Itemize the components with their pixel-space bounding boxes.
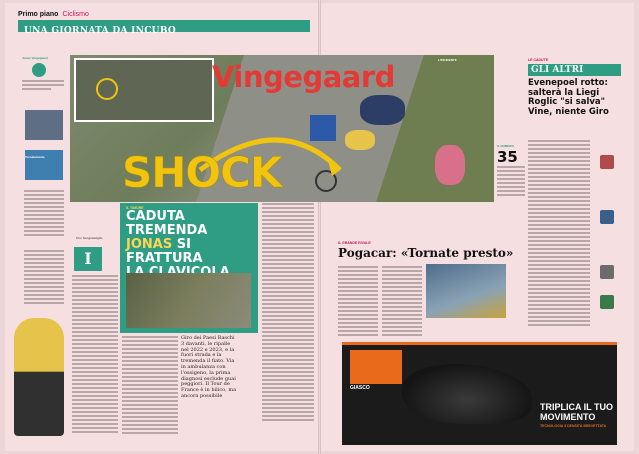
pogacar-photo	[426, 264, 506, 318]
advert	[342, 342, 617, 445]
banner-title: UNA GIORNATA DA INCUBO	[24, 26, 177, 36]
second-rider	[435, 145, 465, 185]
sidebar-kicker: Jonas Vingegaard	[22, 56, 48, 60]
photo-caption: L'INCIDENTE	[438, 58, 457, 62]
numero-text	[497, 166, 525, 196]
numero-value: 35	[497, 148, 518, 166]
pogacar-kicker: IL GRANDE RIVALE	[338, 241, 371, 245]
article-col-0	[24, 250, 64, 306]
numero-box	[497, 144, 525, 198]
article-col-2	[122, 336, 178, 436]
sidebar-photo-1	[25, 110, 63, 140]
numero-label: IL NUMERO	[497, 144, 514, 148]
rider-figure	[360, 95, 405, 125]
article-col-1	[72, 275, 118, 435]
gli-title: GLI ALTRI	[528, 64, 621, 76]
feature-kicker: IL TIMORE	[126, 206, 144, 210]
sidebar-second-label: Tornatamente	[25, 155, 45, 159]
pogacar-title: Pogacar: «Tornate presto»	[338, 246, 514, 260]
section-header	[18, 10, 89, 19]
pogacar-col-2	[382, 266, 422, 338]
rider-face-2	[600, 210, 614, 224]
sport-label: Ciclismo	[62, 11, 89, 18]
ad-logo-icon	[350, 350, 402, 384]
pogacar-col-1	[338, 266, 378, 338]
rider-face-4	[600, 295, 614, 309]
headline-name: Vingegaard	[212, 60, 395, 94]
ad-stripe	[342, 342, 617, 345]
shoe-image	[402, 364, 532, 424]
dropcap: I	[74, 247, 102, 271]
cyclist-cutout	[14, 318, 64, 436]
headline-shock: SHOCK	[122, 148, 282, 197]
rider-face-1	[600, 155, 614, 169]
ad-brand: GIASCO	[350, 385, 370, 391]
gli-altri-box	[528, 58, 623, 117]
sidebar-body-text	[24, 190, 64, 238]
gli-body	[528, 140, 590, 328]
feature-headline: CADUTA TREMENDA JONAS SI FRATTURA	[126, 209, 208, 266]
sidebar-badge-icon	[32, 63, 46, 77]
left-sidebar	[22, 56, 64, 92]
gli-kicker: LE CADUTE	[528, 58, 549, 62]
section-banner	[18, 20, 310, 36]
feature-photo	[126, 273, 251, 328]
section-label: Primo piano	[18, 11, 59, 18]
byline: Ciro Scognamiglio	[76, 236, 103, 240]
article-text: Giro dei Paesi Baschi 3 davanti, le ripalle nel 2022 e 2023, e la fuori strada e la tremenda il fiato. Via in ambulanza con l'ossigeno, la prima diagnosi esclude guai peggiori. Il Tour de France è in bilico, ma ancora possibile	[181, 335, 237, 399]
ad-subtitle: TECNOLOGIA 3 DENSITÀ BREVETTATA	[540, 424, 607, 428]
feature-box	[120, 203, 258, 333]
ad-slogan: TRIPLICA IL TUO MOVIMENTO	[540, 402, 613, 422]
rider-face-3	[600, 265, 614, 279]
gli-headline: Evenepoel rotto: salterà la Liegi Roglic "si salva" Vine, niente Giro	[528, 78, 609, 117]
article-col-3	[262, 203, 314, 423]
highlight-circle	[96, 78, 118, 100]
sidebar-text	[22, 80, 64, 90]
